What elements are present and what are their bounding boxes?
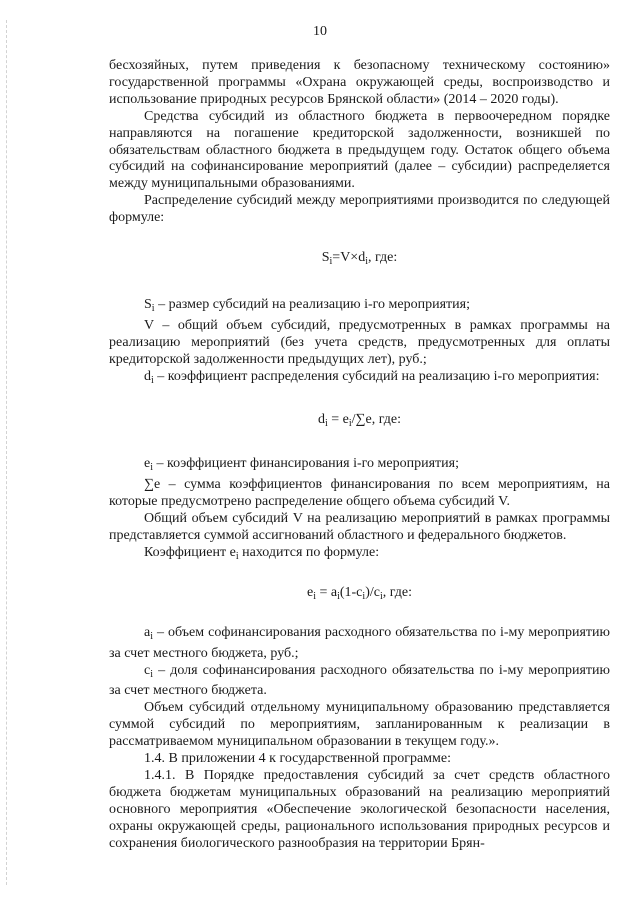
formula-si	[109, 250, 610, 271]
term-symbol: c	[144, 662, 151, 678]
formula-symbol: e	[306, 584, 314, 600]
formula-text: )/c	[365, 584, 380, 600]
formula-ei	[109, 585, 610, 606]
formula-subscript: i	[362, 590, 366, 602]
formula-text: /∑e, где:	[351, 411, 402, 427]
formula-text: = e	[327, 411, 349, 427]
document-body	[109, 58, 610, 853]
term-definition: – коэффициент финансирования i-го мероприятия;	[153, 456, 459, 472]
paragraph: Средства субсидий из областного бюджета в первоочередном порядке направляются на погашение кредиторской задолженности, возникшей по обязательствам областного бюджета в предыдущем году. Остаток общего объема субсидий на софинансирование мероприятий (далее – субсидии) распределяется между муниципальными образованиями.	[109, 108, 610, 192]
paragraph-text: Коэффициент e	[144, 544, 236, 560]
formula-text: =V×d	[332, 250, 366, 266]
formula-text: , где:	[367, 250, 398, 266]
formula-subscript: i	[348, 417, 352, 429]
term-definition: – объем софинансирования расходного обязательства по i-му мероприятию за счет местного бюджета, руб.;	[109, 624, 610, 661]
paragraph: ∑e – сумма коэффициентов финансирования по всем мероприятиям, на которые предусмотрено распределение общего объема субсидий V.	[109, 477, 610, 510]
paragraph-text: находится по формуле:	[238, 544, 380, 560]
paragraph	[109, 297, 610, 318]
term-symbol: a	[144, 624, 151, 640]
scan-edge-line	[6, 20, 7, 885]
formula-subscript: i	[329, 256, 333, 268]
paragraph	[109, 369, 610, 390]
term-definition: – доля софинансирования расходного обязательства по i-му мероприятию за счет местного бюджета.	[109, 662, 610, 699]
formula-symbol: d	[317, 411, 325, 427]
paragraph: 1.4. В приложении 4 к государственной программе:	[144, 751, 451, 767]
formula-subscript: i	[324, 417, 328, 429]
formula-subscript: i	[379, 590, 383, 602]
paragraph: V – общий объем субсидий, предусмотренных в рамках программы на реализацию мероприятий (без учета средств, предусмотренных для оплаты кредиторской задолженности предыдущих лет), руб.;	[109, 317, 610, 367]
term-subscript: i	[150, 668, 153, 680]
term-subscript: i	[150, 630, 153, 642]
term-symbol: e	[144, 456, 151, 472]
term-definition: – размер субсидий на реализацию i-го мероприятия;	[154, 296, 470, 312]
paragraph	[109, 456, 610, 477]
paragraph: Объем субсидий отдельному муниципальному образованию представляется суммой субсидий по мероприятиям, запланированным к реализации в рассматриваемом муниципальном образовании в текущем году.».	[109, 700, 610, 750]
term-definition: – коэффициент распределения субсидий на реализацию i-го мероприятия:	[153, 368, 600, 384]
paragraph: Общий объем субсидий V на реализацию мероприятий в рамках программы представляется суммой ассигнований областного и федерального бюджетов.	[109, 511, 610, 544]
formula-symbol: S	[321, 250, 330, 266]
term-subscript: i	[235, 550, 239, 562]
paragraph: 1.4.1. В Порядке предоставления субсидий за счет средств областного бюджета бюджетам муниципальных образований на реализацию мероприятий основного мероприятия «Обеспечение экологической безопасности населения, охраны окружающей среды, рационального использования природных ресурсов и сохранения биологического разнообразия на территории Брян-	[109, 768, 610, 851]
paragraph: бесхозяйных, путем приведения к безопасному техническому состоянию» государственной программы «Охрана окружающей среды, воспроизводство и использование природных ресурсов Брянской области» (2014 – 2020 годы).	[109, 58, 610, 107]
term-symbol: d	[144, 368, 151, 384]
formula-text: = a	[315, 584, 338, 600]
term-subscript: i	[150, 462, 153, 474]
paragraph	[109, 663, 610, 701]
formula-subscript: i	[365, 256, 368, 268]
formula-di	[109, 412, 610, 433]
formula-subscript: i	[313, 590, 316, 602]
term-subscript: i	[151, 302, 155, 314]
term-subscript: i	[151, 374, 154, 386]
formula-text: , где:	[382, 584, 413, 600]
term-symbol: S	[144, 296, 152, 312]
page-number: 10	[313, 24, 327, 39]
formula-subscript: i	[337, 590, 340, 602]
paragraph	[109, 545, 610, 566]
formula-text: (1-c	[339, 584, 363, 600]
paragraph	[109, 625, 610, 663]
paragraph: Распределение субсидий между мероприятиями производится по следующей формуле:	[109, 193, 610, 226]
